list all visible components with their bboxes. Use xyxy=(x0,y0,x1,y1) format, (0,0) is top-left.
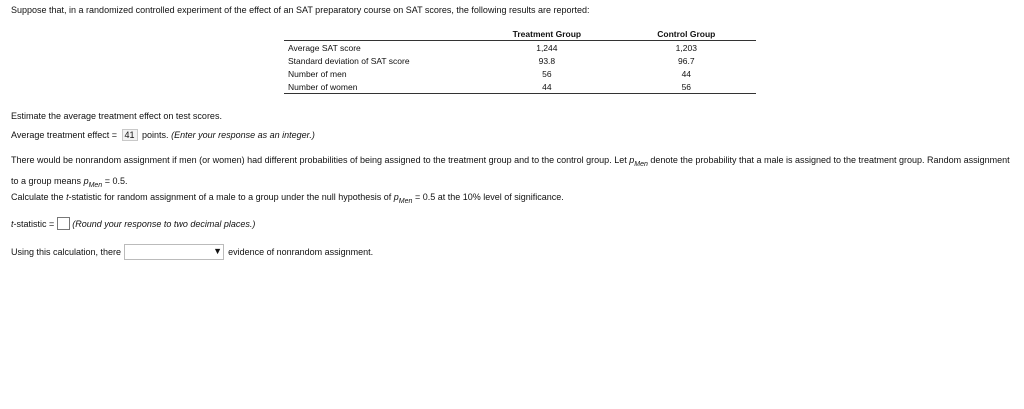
t-statistic-hint: (Round your response to two decimal places.) xyxy=(72,218,256,229)
question-t-statistic xyxy=(11,192,564,205)
control-value: 44 xyxy=(681,68,692,79)
q2-part1: Calculate the xyxy=(11,192,64,202)
paragraph-part3: = 0.5. xyxy=(104,175,128,186)
q2-part2: -statistic for random assignment of a male to a group under the null hypothesis of xyxy=(68,192,392,202)
answer-suffix: points. xyxy=(142,130,169,140)
conclusion-suffix: evidence of nonrandom assignment. xyxy=(228,247,374,257)
p-men-symbol: $p_{Men}$ xyxy=(393,192,413,205)
evidence-dropdown[interactable] xyxy=(124,244,224,260)
conclusion-prefix: Using this calculation, there xyxy=(11,247,122,257)
treatment-value: 44 xyxy=(477,80,616,94)
control-value: 56 xyxy=(617,80,756,94)
answer-hint: (Enter your response as an integer.) xyxy=(171,130,315,140)
table-header-row xyxy=(284,27,756,41)
control-value: 96.7 xyxy=(678,55,695,66)
q2-part3: = 0.5 at the 10% level of significance. xyxy=(414,192,564,202)
header-blank xyxy=(284,27,477,41)
paragraph-part2: denote the probability that a male is assigned to the treatment group. Random assignment to a group means xyxy=(11,155,1010,186)
table-row xyxy=(284,67,756,80)
treatment-value: 93.8 xyxy=(538,55,556,66)
dropdown-arrow-icon[interactable]: ▼ xyxy=(213,246,223,256)
t-symbol: t xyxy=(11,218,14,229)
t-statistic-input[interactable] xyxy=(57,217,70,230)
results-table xyxy=(284,27,756,94)
p-men-symbol: $p_{Men}$ xyxy=(83,175,103,189)
question-treatment-effect: Estimate the average treatment effect on test scores. xyxy=(11,111,222,121)
t-symbol: t xyxy=(66,192,69,202)
answer-prefix: Average treatment effect = xyxy=(11,130,117,140)
treatment-effect-answer-box[interactable]: 41 xyxy=(122,129,138,141)
table-row xyxy=(284,41,756,55)
row-label: Standard deviation of SAT score xyxy=(288,55,410,66)
t-statistic-line xyxy=(11,217,255,230)
nonrandom-paragraph xyxy=(11,152,1016,194)
conclusion-line xyxy=(11,244,373,260)
control-value: 1,203 xyxy=(675,42,697,53)
intro-text: Suppose that, in a randomized controlled experiment of the effect of an SAT preparatory course on SAT scores, the following results are reported: xyxy=(11,5,590,15)
treatment-value: 56 xyxy=(542,68,552,79)
paragraph-part1: There would be nonrandom assignment if men (or women) had different probabilities of being assigned to the treatment group and to the control group. Let xyxy=(11,155,627,165)
t-statistic-label: -statistic = xyxy=(13,218,55,229)
treatment-value: 1,244 xyxy=(536,42,558,53)
treatment-effect-answer-line xyxy=(11,129,315,141)
table-row xyxy=(284,80,756,94)
header-treatment: Treatment Group xyxy=(477,27,616,41)
row-label: Number of men xyxy=(288,68,347,79)
table-row xyxy=(284,54,756,67)
p-men-symbol: $p_{Men}$ xyxy=(629,155,648,168)
row-label: Average SAT score xyxy=(288,42,361,53)
header-control: Control Group xyxy=(617,27,756,41)
row-label: Number of women xyxy=(284,80,477,94)
